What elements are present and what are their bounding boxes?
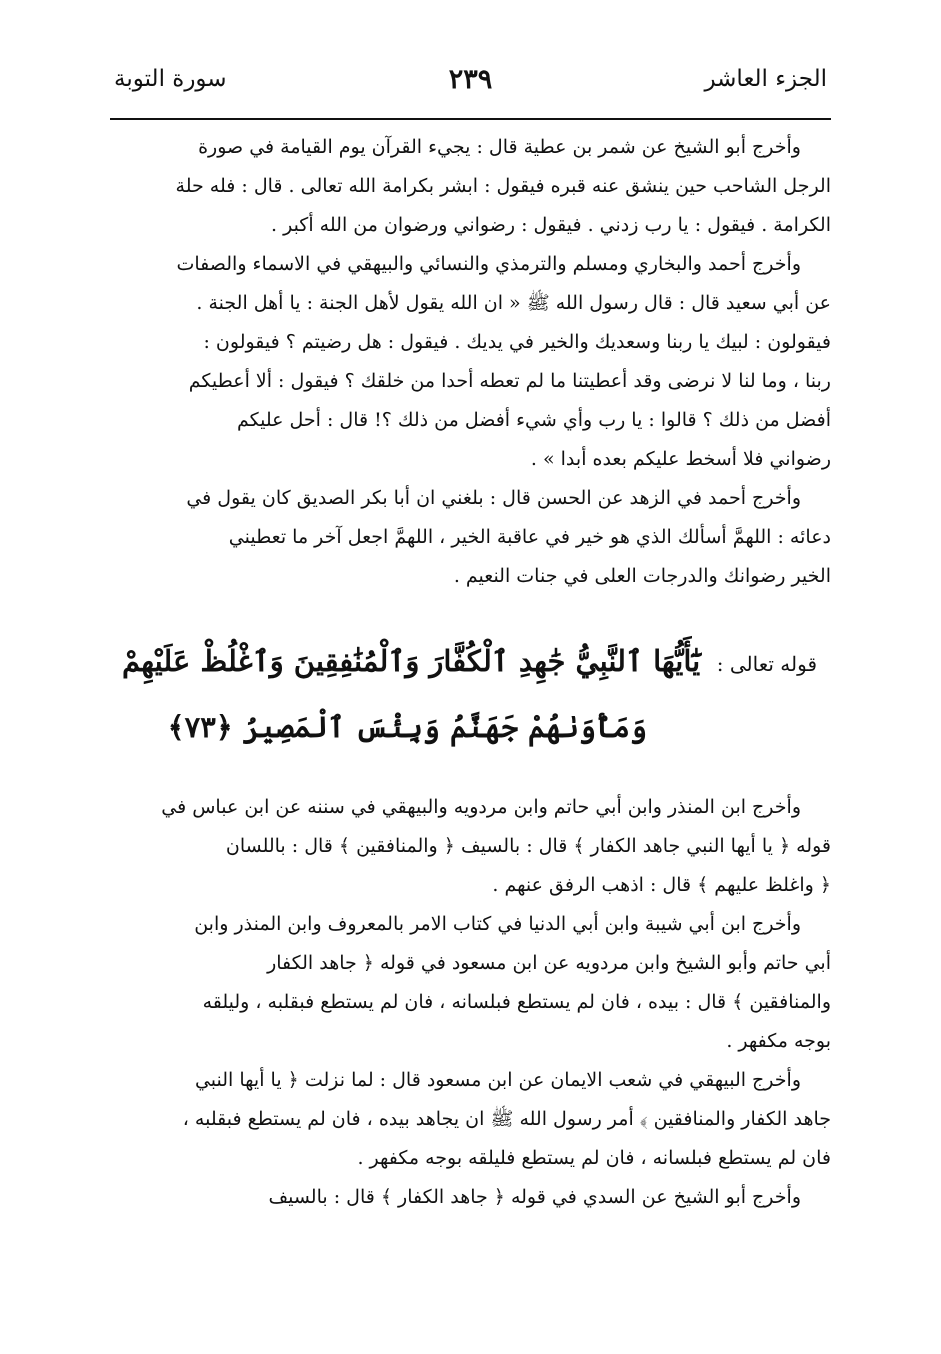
text-line: عن أبي سعيد قال : قال رسول الله ﷺ « ان الله يقول لأهل الجنة : يا أهل الجنة .: [196, 292, 831, 314]
paragraph: [128, 479, 831, 596]
text-line: فان لم يستطع فبلسانه ، فان لم يستطع فليلقه بوجه مكفهر .: [357, 1147, 831, 1169]
text-line: الرجل الشاحب حين ينشق عنه قبره فيقول : ابشر بكرامة الله تعالى . قال : فله حلة: [175, 175, 831, 197]
verse-line: وَمَأْوَىٰهُمْ جَهَنَّمُ وَبِئْسَ ٱلْمَصِيرُ ﴿٧٣﴾: [167, 710, 647, 744]
text-line: وأخرج أحمد في الزهد عن الحسن قال : بلغني ان أبا بكر الصديق كان يقول في: [186, 487, 801, 509]
text-line: وأخرج أبو الشيخ عن شمر بن عطية قال : يجيء القرآن يوم القيامة في صورة: [198, 136, 801, 158]
text-line: بوجه مكفهر .: [726, 1030, 831, 1052]
text-line: أبي حاتم وأبو الشيخ وابن مردويه عن ابن مسعود في قوله ﴿ جاهد الكفار: [267, 952, 831, 974]
page-number: ٢٣٩: [448, 64, 493, 95]
text-line: رضواني فلا أسخط عليكم بعده أبدا » .: [530, 448, 831, 470]
text-line: وأخرج أحمد والبخاري ومسلم والترمذي والنسائي والبيهقي في الاسماء والصفات: [176, 253, 801, 275]
quran-verse: [122, 636, 827, 760]
paragraph: [128, 245, 831, 479]
page-header: [114, 64, 827, 110]
verse-line: يَٰٓأَيُّهَا ٱلنَّبِيُّ جَٰهِدِ ٱلْكُفَّارَ وَٱلْمُنَٰفِقِينَ وَٱغْلُظْ عَلَيْهِمْ: [122, 644, 701, 678]
text-line: الخير رضوانك والدرجات العلى في جنات النعيم .: [453, 565, 831, 587]
text-line: قوله ﴿ يا أيها النبي جاهد الكفار ﴾ قال : بالسيف ﴿ والمنافقين ﴾ قال : باللسان: [225, 835, 831, 857]
text-line: الكرامة . فيقول : يا رب زدني . فيقول : رضواني ورضوان من الله أكبر .: [271, 214, 831, 236]
text-line: وأخرج أبو الشيخ عن السدي في قوله ﴿ جاهد الكفار ﴾ قال : بالسيف: [268, 1186, 801, 1208]
text-line: وأخرج ابن المنذر وابن أبي حاتم وابن مردويه والبيهقي في سننه عن ابن عباس في: [161, 796, 801, 818]
commentary-section-2: [128, 788, 831, 1217]
commentary-section-1: [128, 128, 831, 596]
paragraph: [128, 128, 831, 245]
surah-title: سورة التوبة: [114, 66, 227, 92]
text-line: جاهد الكفار والمنافقين ﴾ أمر رسول الله ﷺ ان يجاهد بيده ، فان لم يستطع فبقلبه ،: [182, 1108, 831, 1130]
verse-intro: قوله تعالى :: [716, 652, 817, 676]
text-line: أفضل من ذلك ؟ قالوا : يا رب وأي شيء أفضل من ذلك ؟! قال : أحل عليكم: [236, 409, 831, 431]
text-line: فيقولون : لبيك يا ربنا وسعديك والخير في يديك . فيقول : هل رضيتم ؟ فيقولون :: [203, 331, 831, 353]
paragraph: [128, 1178, 831, 1217]
text-line: ﴿ واغلظ عليهم ﴾ قال : اذهب الرفق عنهم .: [492, 874, 831, 896]
paragraph: [128, 788, 831, 905]
text-line: وأخرج ابن أبي شيبة وابن أبي الدنيا في كتاب الامر بالمعروف وابن المنذر وابن: [194, 913, 801, 935]
juz-title: الجزء العاشر: [704, 66, 827, 92]
paragraph: [128, 905, 831, 1061]
text-line: وأخرج البيهقي في شعب الايمان عن ابن مسعود قال : لما نزلت ﴿ يا أيها النبي: [194, 1069, 801, 1091]
text-line: والمنافقين ﴾ قال : بيده ، فان لم يستطع فبلسانه ، فان لم يستطع فبقلبه ، وليلقه: [202, 991, 831, 1013]
text-line: ربنا ، وما لنا لا نرضى وقد أعطيتنا ما لم تعطه أحدا من خلقك ؟ فيقول : ألا أعطيكم: [188, 370, 831, 392]
paragraph: [128, 1061, 831, 1178]
text-line: دعائه : اللهمَّ أسألك الذي هو خير في عاقبة الخير ، اللهمَّ اجعل آخر ما تعطيني: [228, 526, 831, 548]
header-divider: [110, 118, 831, 120]
